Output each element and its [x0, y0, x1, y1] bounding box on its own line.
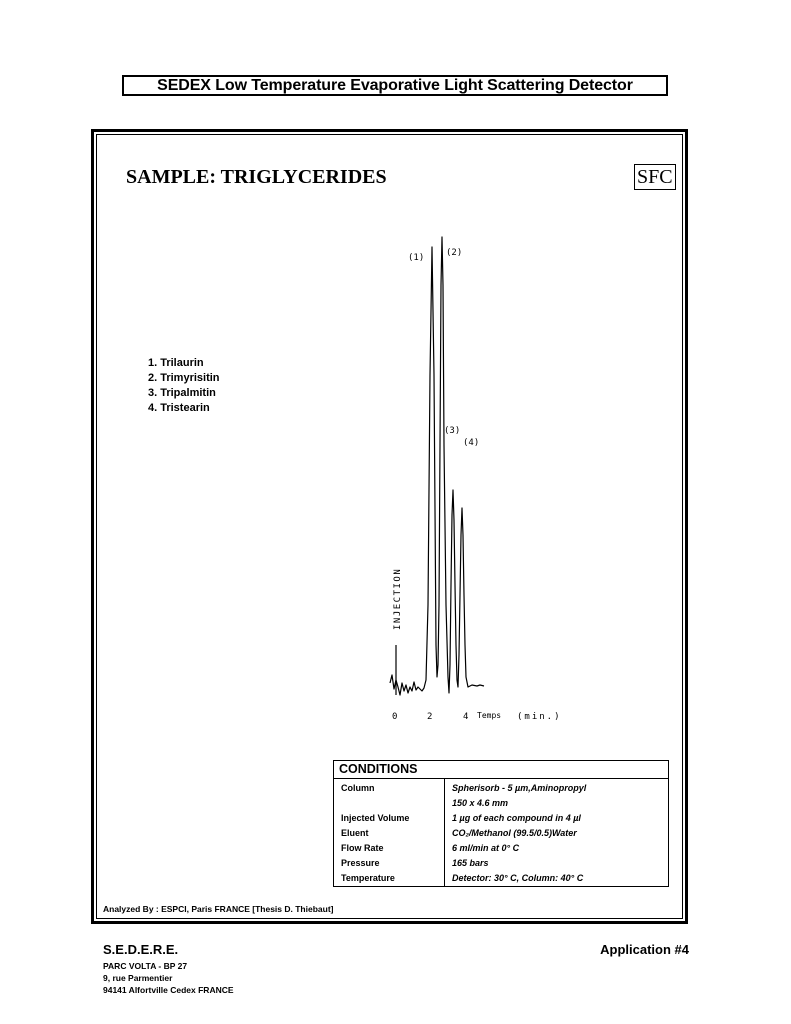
- compound-list: [148, 356, 220, 416]
- injection-label: INJECTION: [393, 567, 403, 630]
- condition-value: CO₂/Methanol (99.5/0.5)Water: [452, 828, 577, 838]
- condition-label: Column: [341, 783, 375, 793]
- address-line: PARC VOLTA - BP 27: [103, 961, 188, 971]
- footer-address: [103, 960, 234, 996]
- x-tick-label: 4: [463, 712, 469, 722]
- condition-value: Spherisorb - 5 µm,Aminopropyl: [452, 783, 587, 793]
- chromatogram: [380, 225, 580, 735]
- condition-value: 150 x 4.6 mm: [452, 798, 509, 808]
- address-line: 9, rue Parmentier: [103, 973, 173, 983]
- conditions-heading: CONDITIONS: [334, 761, 668, 779]
- condition-label: Injected Volume: [341, 813, 410, 823]
- conditions-divider: [444, 779, 445, 886]
- document-title: SEDEX Low Temperature Evaporative Light Scattering Detector: [122, 75, 668, 96]
- application-number: Application #4: [600, 942, 689, 957]
- compound-item: 4. Tristearin: [148, 402, 210, 414]
- condition-value: 1 µg of each compound in 4 µl: [452, 813, 581, 823]
- analyzed-by: Analyzed By : ESPCI, Paris FRANCE [Thesis D. Thiebaut]: [103, 904, 334, 914]
- conditions-body: [334, 779, 668, 886]
- sample-title: SAMPLE: TRIGLYCERIDES: [126, 166, 387, 188]
- condition-value: 165 bars: [452, 858, 489, 868]
- technique-badge: SFC: [634, 164, 676, 190]
- chromatogram-trace: [390, 237, 484, 695]
- x-tick-label: 2: [427, 712, 433, 722]
- compound-item: 3. Tripalmitin: [148, 387, 216, 399]
- conditions-table: [333, 760, 669, 887]
- peak-label-4: (4): [463, 438, 480, 448]
- x-axis-unit: (min.): [517, 712, 562, 722]
- condition-label: Eluent: [341, 828, 369, 838]
- condition-label: Flow Rate: [341, 843, 384, 853]
- peak-label-1: (1): [408, 253, 425, 263]
- condition-label: Temperature: [341, 873, 395, 883]
- x-axis-label: Temps: [477, 711, 502, 720]
- address-line: 94141 Alfortville Cedex FRANCE: [103, 985, 234, 995]
- compound-item: 1. Trilaurin: [148, 357, 204, 369]
- peak-label-2: (2): [446, 248, 463, 258]
- condition-label: Pressure: [341, 858, 380, 868]
- compound-item: 2. Trimyrisitin: [148, 372, 220, 384]
- condition-value: Detector: 30° C, Column: 40° C: [452, 873, 584, 883]
- x-tick-label: 0: [392, 712, 398, 722]
- footer-company: S.E.D.E.R.E.: [103, 942, 179, 957]
- condition-value: 6 ml/min at 0° C: [452, 843, 520, 853]
- peak-label-3: (3): [444, 426, 461, 436]
